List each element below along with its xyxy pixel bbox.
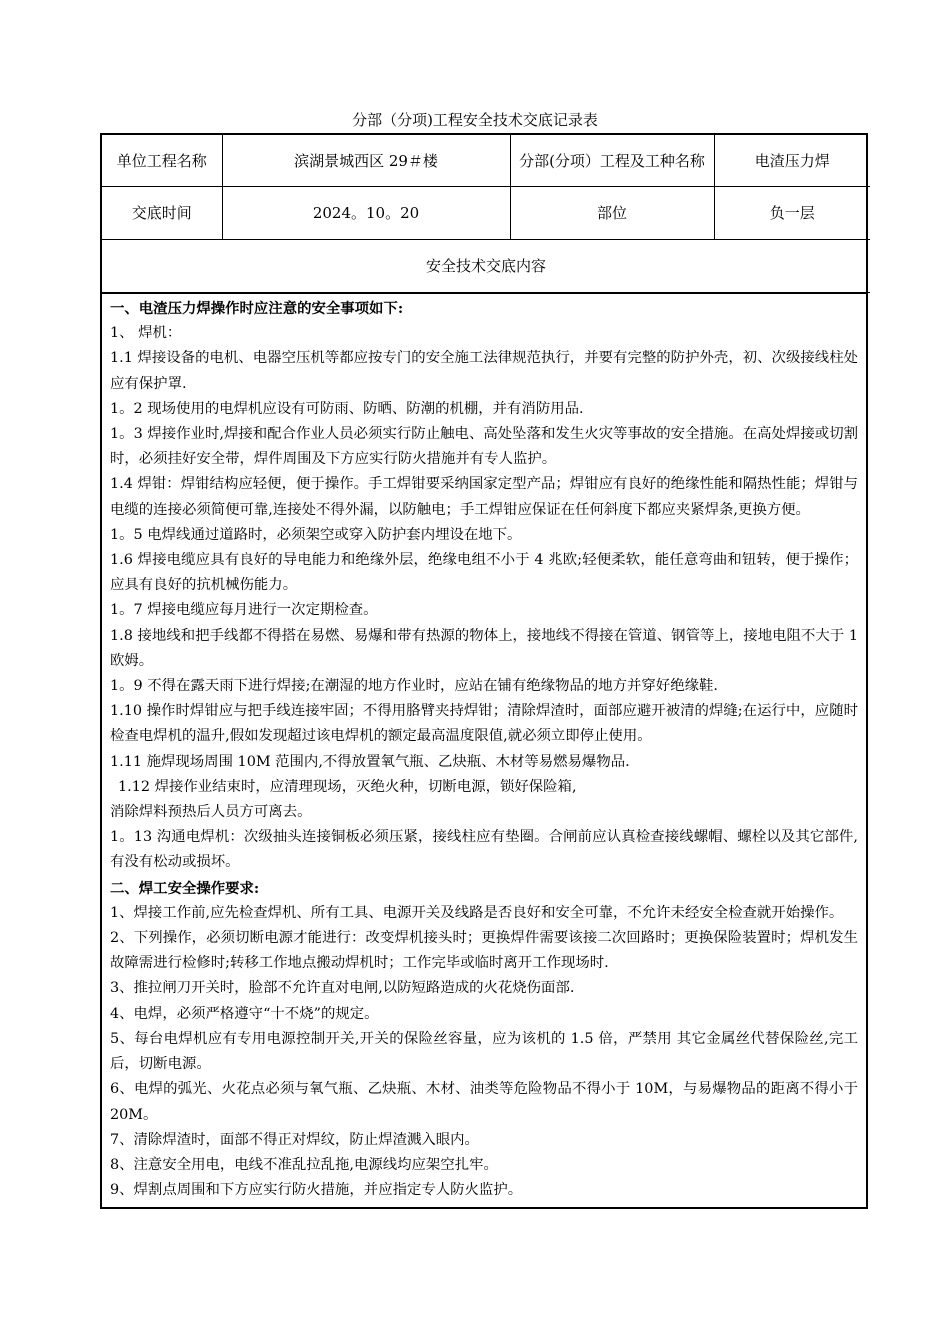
unit-label: 单位工程名称 bbox=[102, 135, 222, 187]
paragraph: 1.10 操作时焊钳应与把手线连接牢固；不得用胳臂夹持焊钳；清除焊渣时，面部应避开被清的焊缝;在运行中，应随时检查电焊机的温升,假如发现超过该电焊机的额定最高温度限值,就必须立即停止使用。 bbox=[110, 703, 858, 745]
content-title: 安全技术交底内容 bbox=[102, 240, 870, 293]
paragraph: 1、 焊机： bbox=[110, 325, 182, 342]
paragraph: 9、焊割点周围和下方应实行防火措施，并应指定专人防火监护。 bbox=[110, 1182, 523, 1199]
paragraph: 1。13 沟通电焊机：次级抽头连接铜板必须压紧，接线柱应有垫圈。合闸前应认真检查接线螺帽、螺栓以及其它部件,有没有松动或损坏。 bbox=[110, 829, 858, 871]
record-table bbox=[100, 133, 868, 1209]
time-value: 2024。10。20 bbox=[222, 187, 510, 240]
unit-value: 滨湖景城西区 29＃楼 bbox=[222, 135, 510, 187]
paragraph: 3、推拉闸刀开关时，脸部不允许直对电闸,以防短路造成的火花烧伤面部. bbox=[110, 980, 575, 997]
paragraph: 2、下列操作，必须切断电源才能进行：改变焊机接头时；更换焊件需要该接二次回路时；更换保险装置时；焊机发生故障需进行检修时;转移工作地点搬动焊机时；工作完毕或临时离开工作现场时. bbox=[110, 930, 858, 972]
document-title: 分部（分项)工程安全技术交底记录表 bbox=[352, 111, 598, 129]
paragraph: 6、电焊的弧光、火花点必须与氧气瓶、乙炔瓶、木材、油类等危险物品不得小于 10M，与易爆物品的距离不得小于 20M。 bbox=[110, 1081, 858, 1123]
paragraph: 1、焊接工作前,应先检查焊机、所有工具、电源开关及线路是否良好和安全可靠，不允许未经安全检查就开始操作。 bbox=[110, 904, 844, 921]
paragraph: 7、清除焊渣时，面部不得正对焊纹，防止焊渣溅入眼内。 bbox=[110, 1131, 479, 1148]
paragraph: 1。3 焊接作业时,焊接和配合作业人员必须实行防止触电、高处坠落和发生火灾等事故的安全措施。在高处焊接或切割时，必须挂好安全带，焊件周围及下方应实行防火措施并有专人监护。 bbox=[110, 426, 858, 468]
paragraph: 1。7 焊接电缆应每月进行一次定期检查。 bbox=[110, 602, 378, 619]
paragraph: 1。5 电焊线通过道路时，必须架空或穿入防护套内埋设在地下。 bbox=[110, 526, 522, 543]
paragraph: 1。2 现场使用的电焊机应设有可防雨、防晒、防潮的机棚，并有消防用品. bbox=[110, 400, 584, 417]
paragraph: 1.6 焊接电缆应具有良好的导电能力和绝缘外层，绝缘电组不小于 4 兆欧;轻便柔软，能任意弯曲和钮转，便于操作；应具有良好的抗机械伤能力。 bbox=[110, 552, 858, 594]
header-table bbox=[102, 135, 870, 293]
paragraph: 4、电焊，必须严格遵守“十不烧”的规定。 bbox=[110, 1005, 379, 1022]
paragraph: 1.4 焊钳：焊钳结构应轻便，便于操作。手工焊钳要采纳国家定型产品；焊钳应有良好的绝缘性能和隔热性能；焊钳与电缆的连接必须简便可靠,连接处不得外漏，以防触电；手工焊钳应保证在任何斜度下都应夹紧焊条,更换方便。 bbox=[110, 476, 858, 518]
paragraph: 1。9 不得在露天雨下进行焊接;在潮湿的地方作业时，应站在铺有绝缘物品的地方并穿好绝缘鞋. bbox=[110, 678, 718, 695]
paragraph: 5、每台电焊机应有专用电源控制开关,开关的保险丝容量，应为该机的 1.5 倍，严禁用 其它金属丝代替保险丝,完工后，切断电源。 bbox=[110, 1030, 858, 1073]
section-2-title: 二、焊工安全操作要求: bbox=[110, 879, 260, 897]
paragraph: 1.12 焊接作业结束时，应清理现场，灭绝火种，切断电源，锁好保险箱, bbox=[118, 778, 577, 795]
paragraph: 消除焊料预热后人员方可离去。 bbox=[110, 804, 312, 821]
paragraph: 1.1 焊接设备的电机、电器空压机等都应按专门的安全施工法律规范执行，并要有完整的防护外壳，初、次级接线柱处应有保护罩. bbox=[110, 350, 858, 392]
paragraph: 1.8 接地线和把手线都不得搭在易燃、易爆和带有热源的物体上，接地线不得接在管道、钢管等上，接地电阻不大于 1 欧姆。 bbox=[110, 627, 858, 669]
paragraph: 8、注意安全用电，电线不准乱拉乱拖,电源线均应架空扎牢。 bbox=[110, 1156, 498, 1173]
part-label: 部位 bbox=[510, 187, 714, 240]
section-1-title: 一、电渣压力焊操作时应注意的安全事项如下: bbox=[110, 300, 404, 317]
part-value: 负一层 bbox=[714, 187, 870, 240]
time-label: 交底时间 bbox=[102, 187, 222, 240]
sub-project-label: 分部(分项）工程及工种名称 bbox=[510, 135, 714, 187]
paragraph: 1.11 施焊现场周围 10M 范围内,不得放置氧气瓶、乙炔瓶、木材等易燃易爆物品. bbox=[110, 753, 630, 770]
sub-project-value: 电渣压力焊 bbox=[714, 135, 870, 187]
content-body bbox=[102, 293, 866, 1207]
